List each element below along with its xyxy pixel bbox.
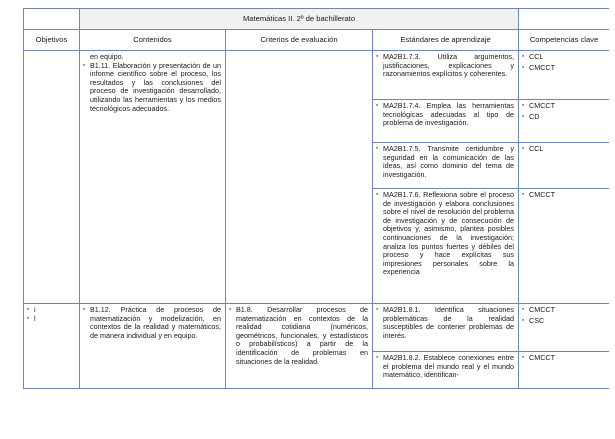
competence-code: CSC (529, 315, 545, 325)
competence-code: CMCCT (529, 190, 555, 199)
standard-text: MA2B1.8.2. Establece conexiones entre el problema del mundo real y el mundo matemático, identifican- (383, 353, 515, 380)
column-header-contenidos: Contenidos (80, 30, 226, 51)
competence-code: CMCCT (529, 353, 555, 362)
competences-cell (519, 51, 609, 100)
bullet-icon: ▪ (522, 316, 525, 324)
bullet-icon: ▪ (376, 354, 379, 361)
contents-cell-block2 (80, 304, 226, 389)
competences-cell (519, 304, 609, 352)
criteria-cell-block1 (226, 51, 373, 304)
column-header-competencias: Competencias clave (519, 30, 609, 51)
bullet-icon: ▪ (229, 306, 232, 313)
standard-cell (373, 100, 519, 143)
title-right-spacer (519, 9, 609, 30)
column-header-row (24, 30, 610, 51)
bullet-icon: ▪ (522, 191, 525, 198)
bullet-icon: ▪ (83, 306, 86, 313)
contents-continuation: en equipo. (90, 52, 124, 61)
bullet-icon: ▪ (27, 314, 30, 322)
competence-code: CMCCT (529, 101, 555, 110)
standard-cell (373, 51, 519, 100)
curriculum-table (23, 8, 609, 389)
competence-code: CCL (529, 144, 544, 153)
competences-cell (519, 143, 609, 189)
objectives-cell-block2 (24, 304, 80, 389)
table-row (24, 51, 610, 100)
bullet-icon: ▪ (376, 306, 379, 313)
contents-item (83, 62, 221, 114)
contents-item-text: B1.11. Elaboración y presentación de un informe científico sobre el proceso, los resultados y las conclusiones del proceso de investigación desarrollado, utilizando las herramientas y los medios tecnológicos adecuados. (90, 60, 221, 113)
bullet-icon: ▪ (27, 306, 30, 313)
standard-cell (373, 143, 519, 189)
competence-code: CCL (529, 52, 544, 61)
bullet-icon: ▪ (376, 102, 379, 109)
bullet-icon: ▪ (522, 53, 525, 60)
column-header-estandares: Estándares de aprendizaje (373, 30, 519, 51)
bullet-icon: ▪ (522, 354, 525, 361)
objective-code: i (34, 305, 36, 314)
competences-cell (519, 100, 609, 143)
standard-cell (373, 352, 519, 389)
title-row (24, 9, 610, 30)
bullet-icon: ▪ (522, 145, 525, 152)
standard-text: MA2B1.7.4. Emplea las herramientas tecnológicas adecuadas al tipo de problema de investigación. (383, 101, 515, 128)
competence-code: CMCCT (529, 62, 555, 72)
table-title: Matemáticas II. 2º de bachillerato (80, 9, 519, 30)
objective-code: l (34, 313, 36, 323)
criteria-cell-block2 (226, 304, 373, 389)
standard-text: MA2B1.8.1. Identifica situaciones problemáticas de la realidad susceptibles de contener problemas de interés. (383, 305, 515, 340)
standard-cell (373, 189, 519, 304)
competences-cell (519, 189, 609, 304)
standard-text: MA2B1.7.6. Reflexiona sobre el proceso de investigación y elabora conclusiones sobre el nivel de resolución del problema de investigación y de consecución de objetivos y, asimismo, plantea posibles continuaciones de la investigación; analiza los puntos fuertes y débiles del proceso y hace explícitas sus impresiones personales sobre la experiencia (383, 190, 515, 277)
standard-text: MA2B1.7.3. Utiliza argumentos, justificaciones, explicaciones y razonamientos explícitos y coherentes. (383, 52, 515, 79)
bullet-icon: ▪ (376, 191, 379, 198)
bullet-icon: ▪ (522, 112, 525, 120)
objectives-cell-block1 (24, 51, 80, 304)
column-header-objetivos: Objetivos (24, 30, 80, 51)
table-row (24, 304, 610, 352)
standard-text: MA2B1.7.5. Transmite certidumbre y seguridad en la comunicación de las ideas, así como dominio del tema de investigación. (383, 144, 515, 179)
contents-cell-block1 (80, 51, 226, 304)
curriculum-table-page (23, 8, 609, 414)
bullet-icon: ▪ (522, 102, 525, 109)
bullet-icon: ▪ (522, 306, 525, 313)
competence-code: CD (529, 111, 540, 121)
bullet-icon: ▪ (522, 63, 525, 71)
bullet-icon: ▪ (376, 53, 379, 60)
bullet-icon: ▪ (83, 61, 86, 69)
column-header-criterios: Criterios de evaluación (226, 30, 373, 51)
title-left-spacer (24, 9, 80, 30)
competences-cell (519, 352, 609, 389)
bullet-icon: ▪ (376, 145, 379, 152)
standard-cell (373, 304, 519, 352)
contents-item-text: B1.12. Práctica de procesos de matematización y modelización, en contextos de la realidad y matemáticos, de manera individual y en equipo. (90, 305, 221, 340)
criteria-item-text: B1.8. Desarrollar procesos de matematización en contextos de la realidad cotidiana (numéricos, geométricos, funcionales, y estadísticos o probabilísticos) a partir de la identificación de problemas en situaciones de la realidad. (236, 305, 368, 366)
competence-code: CMCCT (529, 305, 555, 314)
